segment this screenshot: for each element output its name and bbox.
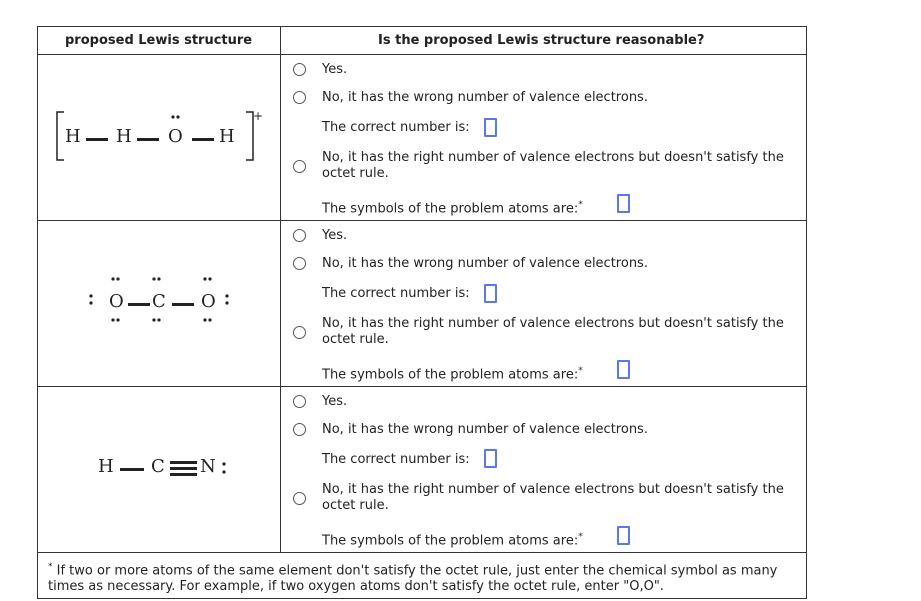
option-yes-2: Yes. [322,228,348,243]
single-bond [172,303,194,306]
column-divider [280,26,281,552]
triple-bond-line-1 [170,461,197,464]
header-proposed-structure: proposed Lewis structure [65,33,253,48]
atom-c: C [151,456,165,477]
single-bond [137,138,159,141]
footnote [48,559,804,595]
lone-pair-icon [168,113,184,121]
atom-h2: H [116,126,132,147]
radio-yes-2[interactable] [293,229,306,242]
option-yes-1: Yes. [322,62,348,77]
option-octet-3: No, it has the right number of valence electrons but doesn't satisfy the octet rule. [322,482,784,513]
problem-atoms-input-3[interactable] [617,526,630,545]
option-octet-1: No, it has the right number of valence electrons but doesn't satisfy the octet rule. [322,150,784,181]
row-divider-1 [37,220,807,221]
radio-yes-3[interactable] [293,395,306,408]
header-reasonable: Is the proposed Lewis structure reasonable? [378,33,705,48]
single-bond [192,138,214,141]
radio-wrong-valence-3[interactable] [293,423,306,436]
bracket-left-icon [50,110,280,162]
radio-octet-3[interactable] [293,492,306,505]
triple-bond-line-2 [170,467,197,470]
correct-number-input-1[interactable] [484,118,497,137]
single-bond [128,303,150,306]
label-problem-atoms-2: The symbols of the problem atoms are:* [322,366,583,383]
option-octet-2: No, it has the right number of valence electrons but doesn't satisfy the octet rule. [322,316,784,347]
atom-h1: H [65,126,81,147]
label-problem-atoms-3: The symbols of the problem atoms are:* [322,532,583,549]
label-correct-number-2: The correct number is: [322,286,470,301]
radio-octet-2[interactable] [293,326,306,339]
correct-number-input-3[interactable] [484,449,497,468]
option-yes-3: Yes. [322,394,348,409]
label-correct-number-1: The correct number is: [322,120,470,135]
atom-o-right: O [201,291,216,312]
option-wrong-valence-2: No, it has the wrong number of valence electrons. [322,256,648,271]
atom-h: H [98,456,114,477]
triple-bond-line-3 [170,473,197,476]
single-bond [86,138,108,141]
lone-pair-icon [220,460,228,478]
label-problem-atoms-1: The symbols of the problem atoms are:* [322,200,583,217]
single-bond [120,468,144,471]
atom-o: O [168,126,183,147]
atom-n: N [200,456,216,477]
footnote-text: If two or more atoms of the same element don't satisfy the octet rule, just enter the chemical symbol as many times as necessary. For example, if two oxygen atoms don't satisfy the octet rule, enter "O,O". [48,563,778,595]
charge-label: + [253,109,264,123]
row-divider-3 [37,552,807,553]
option-wrong-valence-3: No, it has the wrong number of valence electrons. [322,422,648,437]
radio-wrong-valence-2[interactable] [293,257,306,270]
footnote-star: * [48,562,53,572]
correct-number-input-2[interactable] [484,284,497,303]
label-correct-number-3: The correct number is: [322,452,470,467]
problem-atoms-input-2[interactable] [617,360,630,379]
atom-o-left: O [109,291,124,312]
option-wrong-valence-1: No, it has the wrong number of valence electrons. [322,90,648,105]
problem-atoms-input-1[interactable] [617,194,630,213]
header-divider [37,54,807,55]
atom-c: C [152,291,166,312]
radio-wrong-valence-1[interactable] [293,91,306,104]
radio-octet-1[interactable] [293,160,306,173]
radio-yes-1[interactable] [293,63,306,76]
atom-h3: H [219,126,235,147]
row-divider-2 [37,386,807,387]
